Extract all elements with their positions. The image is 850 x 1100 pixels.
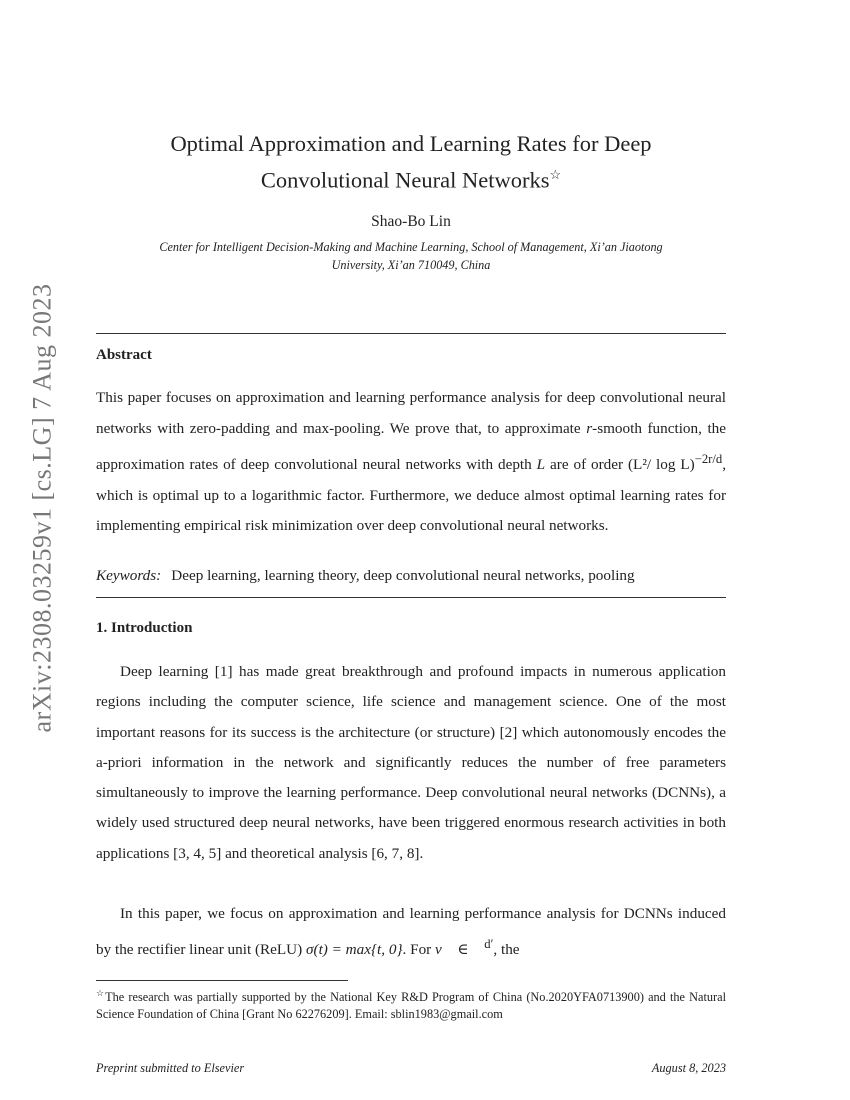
para2-part-b: . For — [402, 941, 436, 959]
footnote-mark: ☆ — [96, 988, 106, 998]
affiliation-line-2: University, Xi’an 710049, China — [331, 258, 491, 272]
footnote-text: The research was partially supported by the National Key R&D Program of China (No.2020YFA0713900) and the Natural Science Foundation of China [Grant No 62276209]. Email: sblin1983@gmail.com — [96, 990, 726, 1021]
title-line-2-text: Convolutional Neural Networks — [260, 167, 550, 193]
title-line-1: Optimal Approximation and Learning Rates for Deep — [170, 131, 652, 156]
affiliation-line-1: Center for Intelligent Decision-Making and Machine Learning, School of Management, Xi’an Jiaotong — [159, 240, 663, 254]
vector-exponent: d′ — [484, 937, 494, 952]
preprint-date: August 8, 2023 — [651, 1061, 726, 1075]
keywords-label: Keywords: — [96, 567, 162, 584]
keywords — [96, 566, 726, 586]
relu-expression: σ(t) = max{t, 0} — [306, 941, 403, 959]
title-line-2 — [96, 159, 726, 196]
abstract-order-expression: (L²/ log L) — [628, 456, 695, 474]
para2-part-c: , the — [493, 941, 520, 959]
abstract-order-exponent: −2r/d — [694, 452, 723, 467]
author-name: Shao-Bo Lin — [371, 213, 451, 230]
footnote-rule — [96, 980, 348, 981]
para2-part-a: In this paper, we focus on approximation and learning performance analysis for DCNNs induced by the rectifier linear unit (ReLU) — [96, 905, 726, 959]
paper-title — [96, 128, 726, 196]
footnote — [96, 985, 726, 1022]
arxiv-side-identifier — [12, 268, 72, 748]
abstract-part-a: This paper focuses on approximation and learning performance analysis for deep convolutional neural networks with zero-padding and max-pooling. We prove that, to approximate — [96, 389, 726, 437]
intro-paragraph-1: Deep learning [1] has made great breakthrough and profound impacts in numerous application regions including the computer science, life science and management science. One of the most important reasons for its success is the architecture (or structure) [2] which autonomously encodes the a-priori information in the network and significantly reduces the number of free parameters simultaneously to improve the learning performance. Deep convolutional neural networks (DCNNs), a widely used structured deep neural networks, have been triggered enormous research activities in both applications [3, 4, 5] and theoretical analysis [6, 7, 8]. — [96, 663, 726, 862]
abstract-top-rule — [96, 333, 726, 334]
abstract-part-b: -smooth function, the approximation rates of deep convolutional neural networks with depth — [96, 419, 727, 474]
affiliation — [96, 238, 726, 274]
abstract-part-c: are of order — [545, 456, 628, 474]
abstract-var-L: L — [536, 456, 546, 474]
keywords-text: Deep learning, learning theory, deep convolutional neural networks, pooling — [171, 567, 635, 584]
preprint-note: Preprint submitted to Elsevier — [96, 1061, 245, 1075]
abstract-bottom-rule — [96, 597, 726, 598]
vector-expression: v⃗ ∈ ℝ — [435, 941, 485, 959]
section-heading-introduction: 1. Introduction — [96, 620, 193, 636]
arxiv-id-text: arXiv:2308.03259v1 [cs.LG] 7 Aug 2023 — [27, 283, 56, 733]
abstract-var-r: r — [586, 419, 593, 437]
title-footnote-mark: ☆ — [549, 167, 562, 182]
abstract-heading: Abstract — [96, 347, 152, 363]
abstract-part-d: , which is optimal up to a logarithmic factor. Furthermore, we deduce almost optimal learning rates for implementing empirical risk minimization over deep convolutional neural networks. — [96, 456, 727, 535]
intro-paragraph-2 — [96, 899, 726, 966]
abstract-text — [96, 383, 726, 542]
